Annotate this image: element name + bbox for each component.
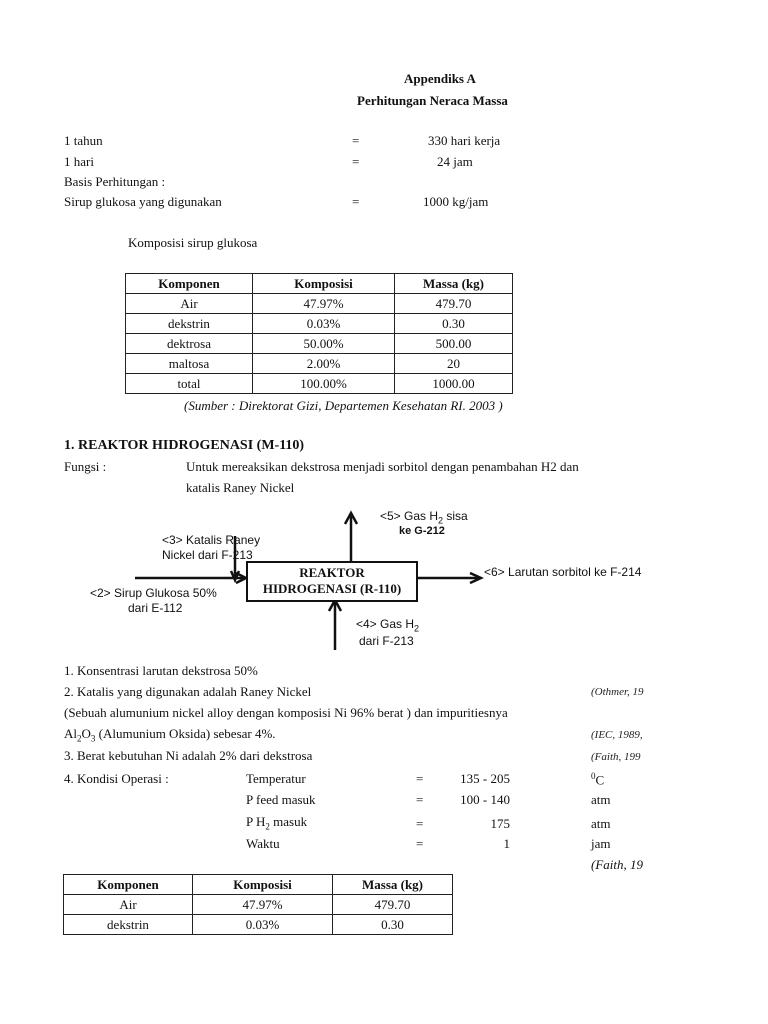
note-2c-citation: (IEC, 1989, (591, 729, 643, 741)
stream-5-text: <5> Gas H (380, 509, 439, 523)
note-1: 1. Konsentrasi larutan dekstrosa 50% (64, 663, 258, 678)
column-header: Komposisi (253, 274, 395, 294)
table-source-citation: (Sumber : Direktorat Gizi, Departemen Kesehatan RI. 2003 ) (184, 398, 503, 413)
note-2c-al: Al (64, 726, 77, 741)
degree-superscript: 0 (591, 771, 596, 781)
cell: 50.00% (253, 334, 395, 354)
note-2-citation: (Othmer, 19 (591, 686, 644, 698)
condition-unit: atm (591, 792, 611, 807)
condition-eq: = (416, 836, 424, 851)
fungsi-label: Fungsi : (64, 459, 107, 474)
stream-5-label (380, 509, 468, 525)
condition-value: 135 - 205 (460, 771, 510, 786)
cell: 0.30 (395, 314, 513, 334)
basis-eq: = (352, 194, 360, 209)
basis-label: 1 hari (64, 154, 94, 169)
cell: dekstrin (126, 314, 253, 334)
fungsi-text-line1: Untuk mereaksikan dekstrosa menjadi sorbitol dengan penambahan H2 dan (186, 459, 579, 474)
column-header: Komponen (126, 274, 253, 294)
column-header: Komposisi (193, 875, 333, 895)
condition-eq: = (416, 792, 424, 807)
cell: 479.70 (333, 895, 453, 915)
cell: dekstrin (64, 915, 193, 935)
basis-label: Basis Perhitungan : (64, 174, 166, 189)
table-row (64, 895, 453, 915)
basis-eq: = (352, 154, 360, 169)
cell: 100.00% (253, 374, 395, 394)
composition-caption: Komposisi sirup glukosa (128, 235, 258, 250)
basis-label: Sirup glukosa yang digunakan (64, 194, 222, 209)
condition-unit-temperature: $^0$C (591, 771, 605, 788)
stream-5-subscript: 2 (438, 515, 444, 526)
appendix-title: Appendiks A (404, 71, 476, 86)
condition-value: 100 - 140 (460, 792, 510, 807)
stream-4-source: dari F-213 (359, 634, 414, 648)
reactor-box (246, 561, 418, 602)
condition-unit: jam (591, 836, 611, 851)
reactor-label-line2: HIDROGENASI (R-110) (262, 581, 402, 596)
stream-6-label: <6> Larutan sorbitol ke F-214 (484, 565, 642, 579)
table-row (64, 915, 453, 935)
cell: 0.30 (333, 915, 453, 935)
stream-2-label-line2: dari E-112 (128, 601, 183, 615)
stream-4-subscript: 2 (414, 623, 420, 634)
cell: 0.03% (253, 314, 395, 334)
note-3-citation: (Faith, 199 (591, 751, 641, 763)
stream-2-label-line1: <2> Sirup Glukosa 50% (90, 586, 217, 600)
note-2c (64, 726, 276, 744)
condition-unit: atm (591, 816, 611, 831)
note-4: 4. Kondisi Operasi : (64, 771, 169, 786)
basis-eq: = (352, 133, 360, 148)
basis-value: 1000 kg/jam (423, 194, 489, 209)
stream-4-text: <4> Gas H (356, 617, 415, 631)
composition-table-2 (63, 874, 453, 935)
stream-5-destination: ke G-212 (399, 525, 445, 537)
note-2c-rest: (Alumunium Oksida) sebesar 4%. (95, 726, 276, 741)
column-header: Komponen (64, 875, 193, 895)
column-header: Massa (kg) (395, 274, 513, 294)
cell: 2.00% (253, 354, 395, 374)
cell: 20 (395, 354, 513, 374)
condition-name-ph2: P $H_2$ masuk (246, 814, 308, 832)
cell: dektrosa (126, 334, 253, 354)
note-2: 2. Katalis yang digunakan adalah Raney Nickel (64, 684, 312, 699)
cell: Air (126, 294, 253, 314)
table-header-row (64, 875, 453, 895)
conditions-citation: (Faith, 19 (591, 857, 643, 872)
column-header: Massa (kg) (333, 875, 453, 895)
cell: 0.03% (193, 915, 333, 935)
stream-4-label (356, 617, 419, 633)
condition-value: 175 (490, 816, 510, 831)
cell: 47.97% (253, 294, 395, 314)
basis-value: 24 jam (437, 154, 473, 169)
section-heading: 1. REAKTOR HIDROGENASI (M-110) (64, 438, 305, 453)
cell: Air (64, 895, 193, 915)
cell: 1000.00 (395, 374, 513, 394)
appendix-subtitle: Perhitungan Neraca Massa (357, 93, 508, 108)
condition-eq: = (416, 816, 424, 831)
note-2b: (Sebuah alumunium nickel alloy dengan komposisi Ni 96% berat ) dan impuritiesnya (64, 705, 508, 720)
reactor-label-line1: REAKTOR (299, 565, 365, 580)
condition-name: Waktu (246, 836, 280, 851)
cell: maltosa (126, 354, 253, 374)
stream-3-label-line1: <3> Katalis Raney (162, 533, 261, 547)
note-2c-sub2: 3 (90, 733, 96, 744)
fungsi-text-line2: katalis Raney Nickel (186, 480, 295, 495)
condition-name: Temperatur (246, 771, 306, 786)
note-2c-o: O (81, 726, 91, 741)
stream-3-label-line2: Nickel dari F-213 (162, 548, 253, 562)
cell: total (126, 374, 253, 394)
basis-label: 1 tahun (64, 133, 103, 148)
stream-5-text-post: sisa (443, 509, 468, 523)
cell: 500.00 (395, 334, 513, 354)
note-2c-sub1: 2 (77, 733, 82, 744)
note-3: 3. Berat kebutuhan Ni adalah 2% dari dekstrosa (64, 748, 313, 763)
basis-value: 330 hari kerja (428, 133, 501, 148)
condition-eq: = (416, 771, 424, 786)
cell: 47.97% (193, 895, 333, 915)
cell: 479.70 (395, 294, 513, 314)
h2-subscript: 2 (265, 821, 270, 832)
condition-name: P feed masuk (246, 792, 316, 807)
condition-value: 1 (503, 836, 510, 851)
